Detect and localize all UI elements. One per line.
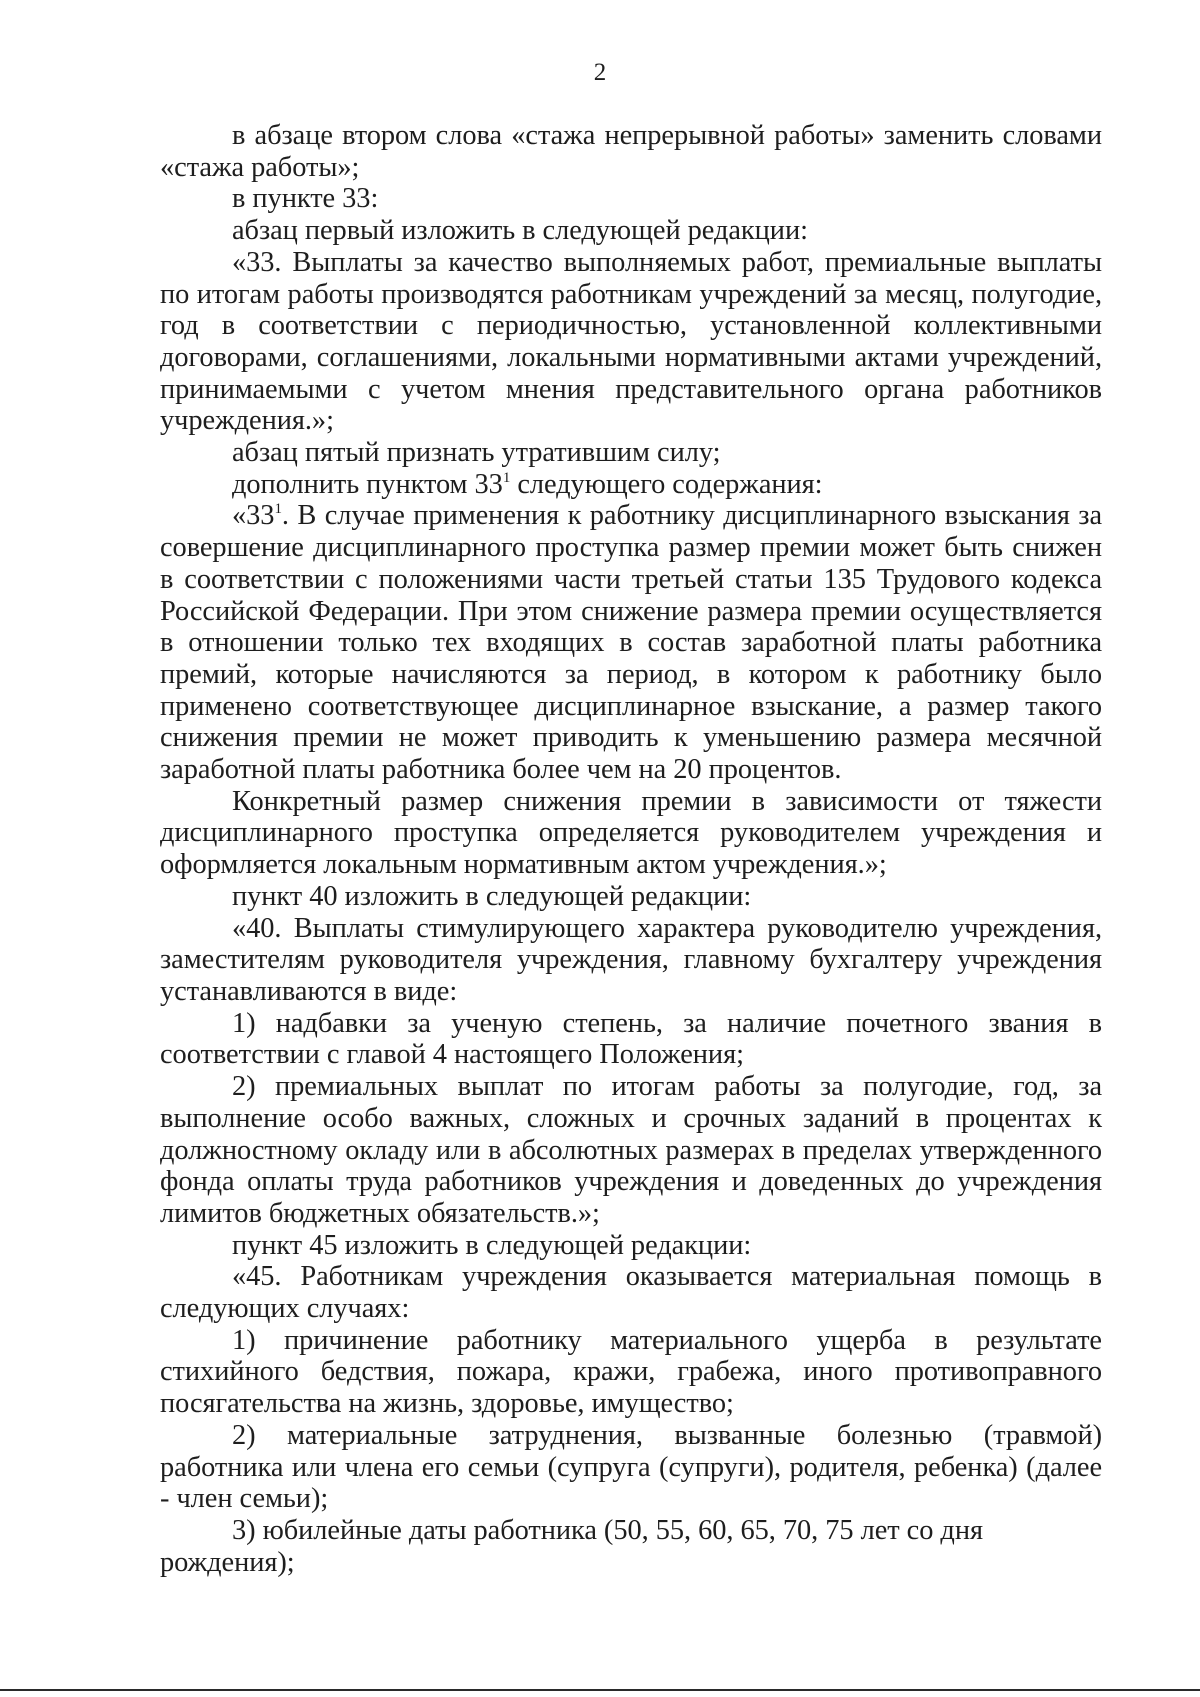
paragraph-with-superscript (160, 500, 1102, 785)
paragraph-text-before: дополнить пунктом 33 (232, 468, 503, 500)
paragraph-text-before: «33 (232, 500, 275, 532)
paragraph: Конкретный размер снижения премии в зависимости от тяжести дисциплинарного проступка определяется руководителем учреждения и оформляется локальным нормативным актом учреждения.»; (160, 785, 1102, 881)
paragraph-text-after: следующего содержания: (510, 468, 823, 500)
paragraph: абзац первый изложить в следующей редакции: (232, 215, 808, 247)
document-body (160, 120, 1102, 1578)
list-item: 2) материальные затруднения, вызванные болезнью (травмой) работника или члена его семьи (супруга (супруги), родителя, ребенка) (далее - член семьи); (160, 1419, 1102, 1515)
paragraph: в пункте 33: (232, 183, 379, 215)
list-item: 1) причинение работнику материального ущерба в результате стихийного бедствия, пожара, кражи, грабежа, иного противоправного посягательства на жизнь, здоровье, имущество; (160, 1324, 1102, 1420)
paragraph: пункт 40 изложить в следующей редакции: (232, 880, 752, 912)
paragraph: в абзаце втором слова «стажа непрерывной работы» заменить словами «стажа работы»; (160, 120, 1102, 183)
paragraph: «40. Выплаты стимулирующего характера руководителю учреждения, заместителям руководителя учреждения, главному бухгалтеру учреждения устанавливаются в виде: (160, 912, 1102, 1007)
superscript: 1 (274, 501, 282, 518)
paragraph: «45. Работникам учреждения оказывается материальная помощь в следующих случаях: (160, 1261, 1102, 1325)
list-item: 1) надбавки за ученую степень, за наличие почетного звания в соответствии с главой 4 настоящего Положения; (160, 1007, 1102, 1071)
superscript: 1 (502, 469, 511, 486)
list-item: 2) премиальных выплат по итогам работы за полугодие, год, за выполнение особо важных, сложных и срочных заданий в процентах к должностному окладу или в абсолютных размерах в пределах утвержденного фонда оплаты труда работников учреждения и доведенных до учреждения лимитов бюджетных обязательств.»; (160, 1071, 1102, 1229)
paragraph: абзац пятый признать утратившим силу; (232, 437, 721, 469)
paragraph-with-superscript (160, 469, 1102, 501)
paragraph: «33. Выплаты за качество выполняемых работ, премиальные выплаты по итогам работы производятся работникам учреждений за месяц, полугодие, год в соответствии с периодичностью, установленной коллективными договорами, соглашениями, локальными нормативными актами учреждений, принимаемыми с учетом мнения представительного органа работников учреждения.»; (160, 246, 1102, 437)
paragraph: пункт 45 изложить в следующей редакции: (232, 1229, 752, 1261)
scan-edge-line (0, 1689, 1200, 1691)
page-number: 2 (593, 59, 607, 86)
paragraph-text-after: . В случае применения к работнику дисциплинарного взыскания за совершение дисциплинарного проступка размер премии может быть снижен в соответствии с положениями части третьей статьи 135 Трудового кодекса Российской Федерации. При этом снижение размера премии осуществляется в отношении только тех входящих в состав заработной платы работника премий, которые начисляются за период, в котором к работнику было применено соответствующее дисциплинарное взыскание, а размер такого снижения премии не может приводить к уменьшению размера месячной заработной платы работника более чем на 20 процентов. (160, 500, 1102, 786)
list-item: 3) юбилейные даты работника (50, 55, 60, 65, 70, 75 лет со дня рождения); (160, 1514, 983, 1578)
